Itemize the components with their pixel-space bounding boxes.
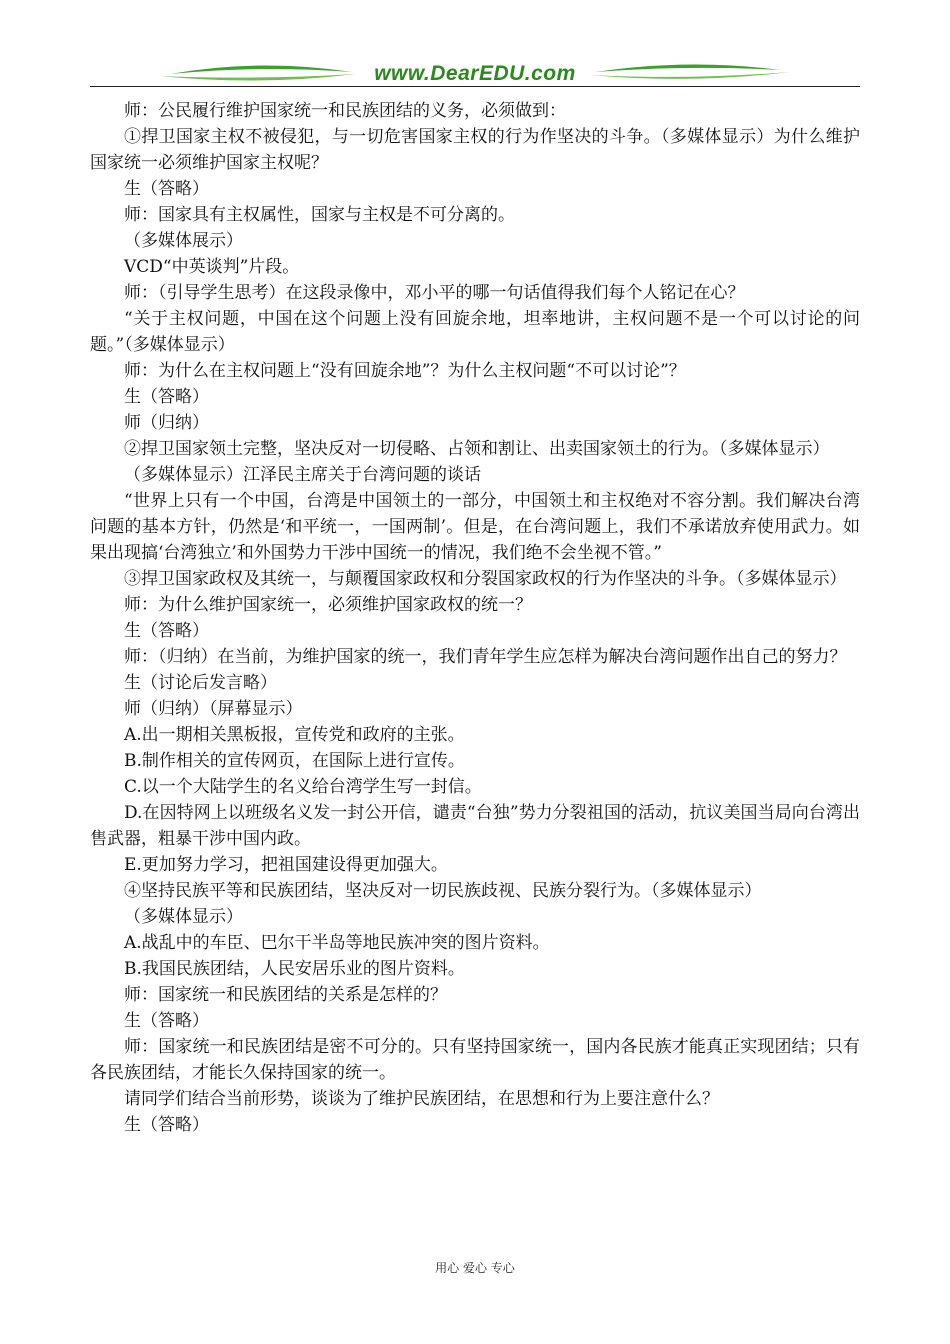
paragraph: A.出一期相关黑板报，宣传党和政府的主张。 xyxy=(124,725,465,745)
paragraph: 请同学们结合当前形势，谈谈为了维护民族团结，在思想和行为上要注意什么？ xyxy=(124,1089,719,1109)
paragraph: “关于主权问题，中国在这个问题上没有回旋余地，坦率地讲，主权问题不是一个可以讨论的问题。”（多媒体显示） xyxy=(90,309,860,355)
paragraph: VCD“中英谈判”片段。 xyxy=(124,257,300,277)
paragraph: D.在因特网上以班级名义发一封公开信，谴责“台独”势力分裂祖国的活动，抗议美国当局向台湾出售武器，粗暴干涉中国内政。 xyxy=(90,803,860,849)
paragraph: 生（答略） xyxy=(124,1115,209,1135)
paragraph: B.我国民族团结，人民安居乐业的图片资料。 xyxy=(124,959,465,979)
paragraph: C.以一个大陆学生的名义给台湾学生写一封信。 xyxy=(124,777,482,797)
paragraph: ②捍卫国家领土完整，坚决反对一切侵略、占领和割让、出卖国家领土的行为。（多媒体显示） xyxy=(124,439,830,459)
paragraph: 生（答略） xyxy=(124,387,209,407)
paragraph: “世界上只有一个中国，台湾是中国领土的一部分，中国领土和主权绝对不容分割。我们解决台湾问题的基本方针，仍然是‘和平统一，一国两制’。但是，在台湾问题上，我们不承诺放弃使用武力。如果出现搞‘台湾独立’和外国势力干涉中国统一的情况，我们绝不会坐视不管。” xyxy=(90,491,860,563)
page-header xyxy=(90,56,860,90)
paragraph: 生（答略） xyxy=(124,1011,209,1031)
paragraph: ①捍卫国家主权不被侵犯，与一切危害国家主权的行为作坚决的斗争。（多媒体显示）为什么维护国家统一必须维护国家主权呢？ xyxy=(90,127,860,173)
paragraph: 生（答略） xyxy=(124,621,209,641)
paragraph: 师：为什么在主权问题上“没有回旋余地”？为什么主权问题“不可以讨论”？ xyxy=(124,361,686,381)
page-footer: 用心 爱心 专心 xyxy=(435,1261,515,1275)
paragraph: （多媒体展示） xyxy=(124,231,243,251)
paragraph: 师：（归纳）在当前，为维护国家的统一，我们青年学生应怎样为解决台湾问题作出自己的努力？ xyxy=(124,647,847,667)
header-divider xyxy=(90,86,860,87)
paragraph: 师：为什么维护国家统一，必须维护国家政权的统一？ xyxy=(124,595,532,615)
paragraph: 师（归纳）（屏幕显示） xyxy=(124,699,303,719)
paragraph: 师：国家统一和民族团结的关系是怎样的？ xyxy=(124,985,447,1005)
paragraph: 师：（引导学生思考）在这段录像中，邓小平的哪一句话值得我们每个人铭记在心？ xyxy=(124,283,745,303)
paragraph: ③捍卫国家政权及其统一，与颠覆国家政权和分裂国家政权的行为作坚决的斗争。（多媒体显示） xyxy=(124,569,847,589)
paragraph: 师（归纳） xyxy=(124,413,209,433)
paragraph: 生（答略） xyxy=(124,179,209,199)
paragraph: E.更加努力学习，把祖国建设得更加强大。 xyxy=(124,855,448,875)
paragraph: B.制作相关的宣传网页，在国际上进行宣传。 xyxy=(124,751,465,771)
paragraph: （多媒体显示）江泽民主席关于台湾问题的谈话 xyxy=(124,465,481,485)
paragraph: （多媒体显示） xyxy=(124,907,243,927)
paragraph: A.战乱中的车臣、巴尔干半岛等地民族冲突的图片资料。 xyxy=(124,933,550,953)
site-logo-text: www.DearEDU.com xyxy=(374,62,576,85)
paragraph: 生（讨论后发言略） xyxy=(124,673,277,693)
document-body xyxy=(90,98,860,1138)
paragraph: ④坚持民族平等和民族团结，坚决反对一切民族歧视、民族分裂行为。（多媒体显示） xyxy=(124,881,762,901)
paragraph: 师：国家具有主权属性，国家与主权是不可分离的。 xyxy=(124,205,515,225)
paragraph: 师：公民履行维护国家统一和民族团结的义务，必须做到： xyxy=(124,101,566,121)
paragraph: 师：国家统一和民族团结是密不可分的。只有坚持国家统一，国内各民族才能真正实现团结；只有各民族团结，才能长久保持国家的统一。 xyxy=(90,1037,860,1083)
